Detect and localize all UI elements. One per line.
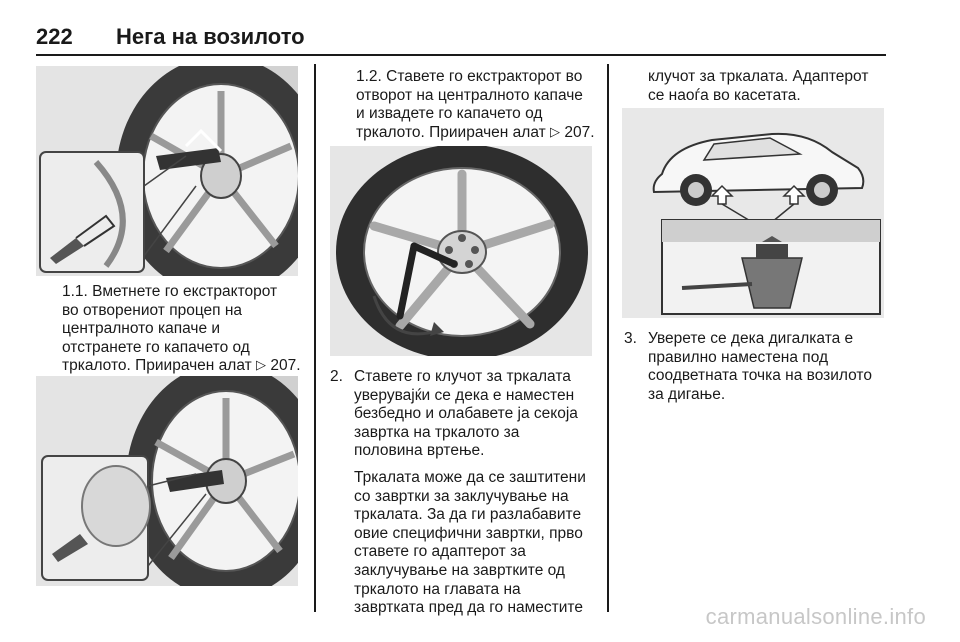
page-number: 222 [36,24,73,49]
step-2-note-line: Тркалата може да се заштитени [354,468,586,486]
continued-line: се наоѓа во касетата. [648,86,801,104]
step-1-2-line: 1.2. Ставете го екстракторот во [356,68,583,85]
step-3-text [624,330,892,404]
step-1-2-text [356,68,600,142]
step-3-body [648,330,892,404]
step-3-line: правилно наместена под [648,348,829,366]
step-1-1-line: централното капаче и [62,320,221,338]
page-header [36,22,886,56]
figure-wheel-wrench [330,146,592,356]
car-jack-illustration [622,108,884,318]
step-1-2-ref-page: 207. [564,123,595,141]
step-1-1-text [62,283,310,376]
step-1-1-line: отстранете го капачето од [62,338,250,356]
step-3-line: Уверете се дека дигалката е [648,330,854,347]
step-1-2-line: и извадете го капачето од [356,105,543,123]
step-2-note-line: тркалото на главата на [354,580,521,598]
step-2-line: безбедно и олабавете ја секоја [354,405,578,423]
step-2-text [330,368,602,618]
column-divider-right [607,64,609,612]
step-2-line: половина вртење. [354,442,485,460]
figure-wheel-cap-removal [36,66,298,276]
step-2-note-line: ставете го адаптерот за [354,543,526,561]
col3-continued-text [648,68,888,105]
step-1-2-ref-text: тркалото. Приирачен алат [356,123,546,141]
wheel-cap-illustration [36,66,298,276]
step-2-number: 2. [330,368,343,385]
step-1-1-line: 1.1. Вметнете го екстракторот [62,283,278,300]
step-3-line: соодветната точка на возилото [648,367,872,385]
step-2-line: завртка на тркалото за [354,423,520,441]
step-3-number: 3. [624,330,637,347]
page-reference-icon: ▷ [256,357,267,373]
site-watermark: carmanualsonline.info [705,604,926,629]
step-2-line: уверувајќи се дека е наместен [354,386,575,404]
step-2-note-line: заклучување на завртките од [354,561,565,579]
step-1-1-line: во отворениот процеп на [62,301,243,319]
step-1-1-line [62,357,310,376]
step-1-2-line: отворот на централното капаче [356,86,583,104]
step-2-note-line: со завртки за заклучување на [354,487,569,505]
wheel-wrench-illustration [330,146,592,356]
step-2-note-line: тркалата. За да ги разлабавите [354,506,582,524]
step-3-line: за дигање. [648,385,726,403]
step-2-note-line: завртката пред да го наместите [354,599,583,617]
column-divider-left [314,64,316,612]
step-2-item [330,368,602,618]
continued-line: клучот за тркалата. Адаптерот [648,68,869,85]
page-reference-icon: ▷ [550,123,561,139]
figure-car-jack [622,108,884,318]
figure-wheel-cap-extract [36,376,298,586]
step-1-2-line [356,124,600,143]
wheel-cap-extract-illustration [36,376,298,586]
page-title: Нега на возилото [116,24,305,49]
step-2-note-line: овие специфични завртки, прво [354,524,583,542]
step-1-1-ref-text: тркалото. Приирачен алат [62,357,252,375]
step-1-1-ref-page: 207. [270,357,301,375]
step-2-line: Ставете го клучот за тркалата [354,368,571,385]
step-2-body [354,368,602,618]
step-3-item [624,330,892,404]
